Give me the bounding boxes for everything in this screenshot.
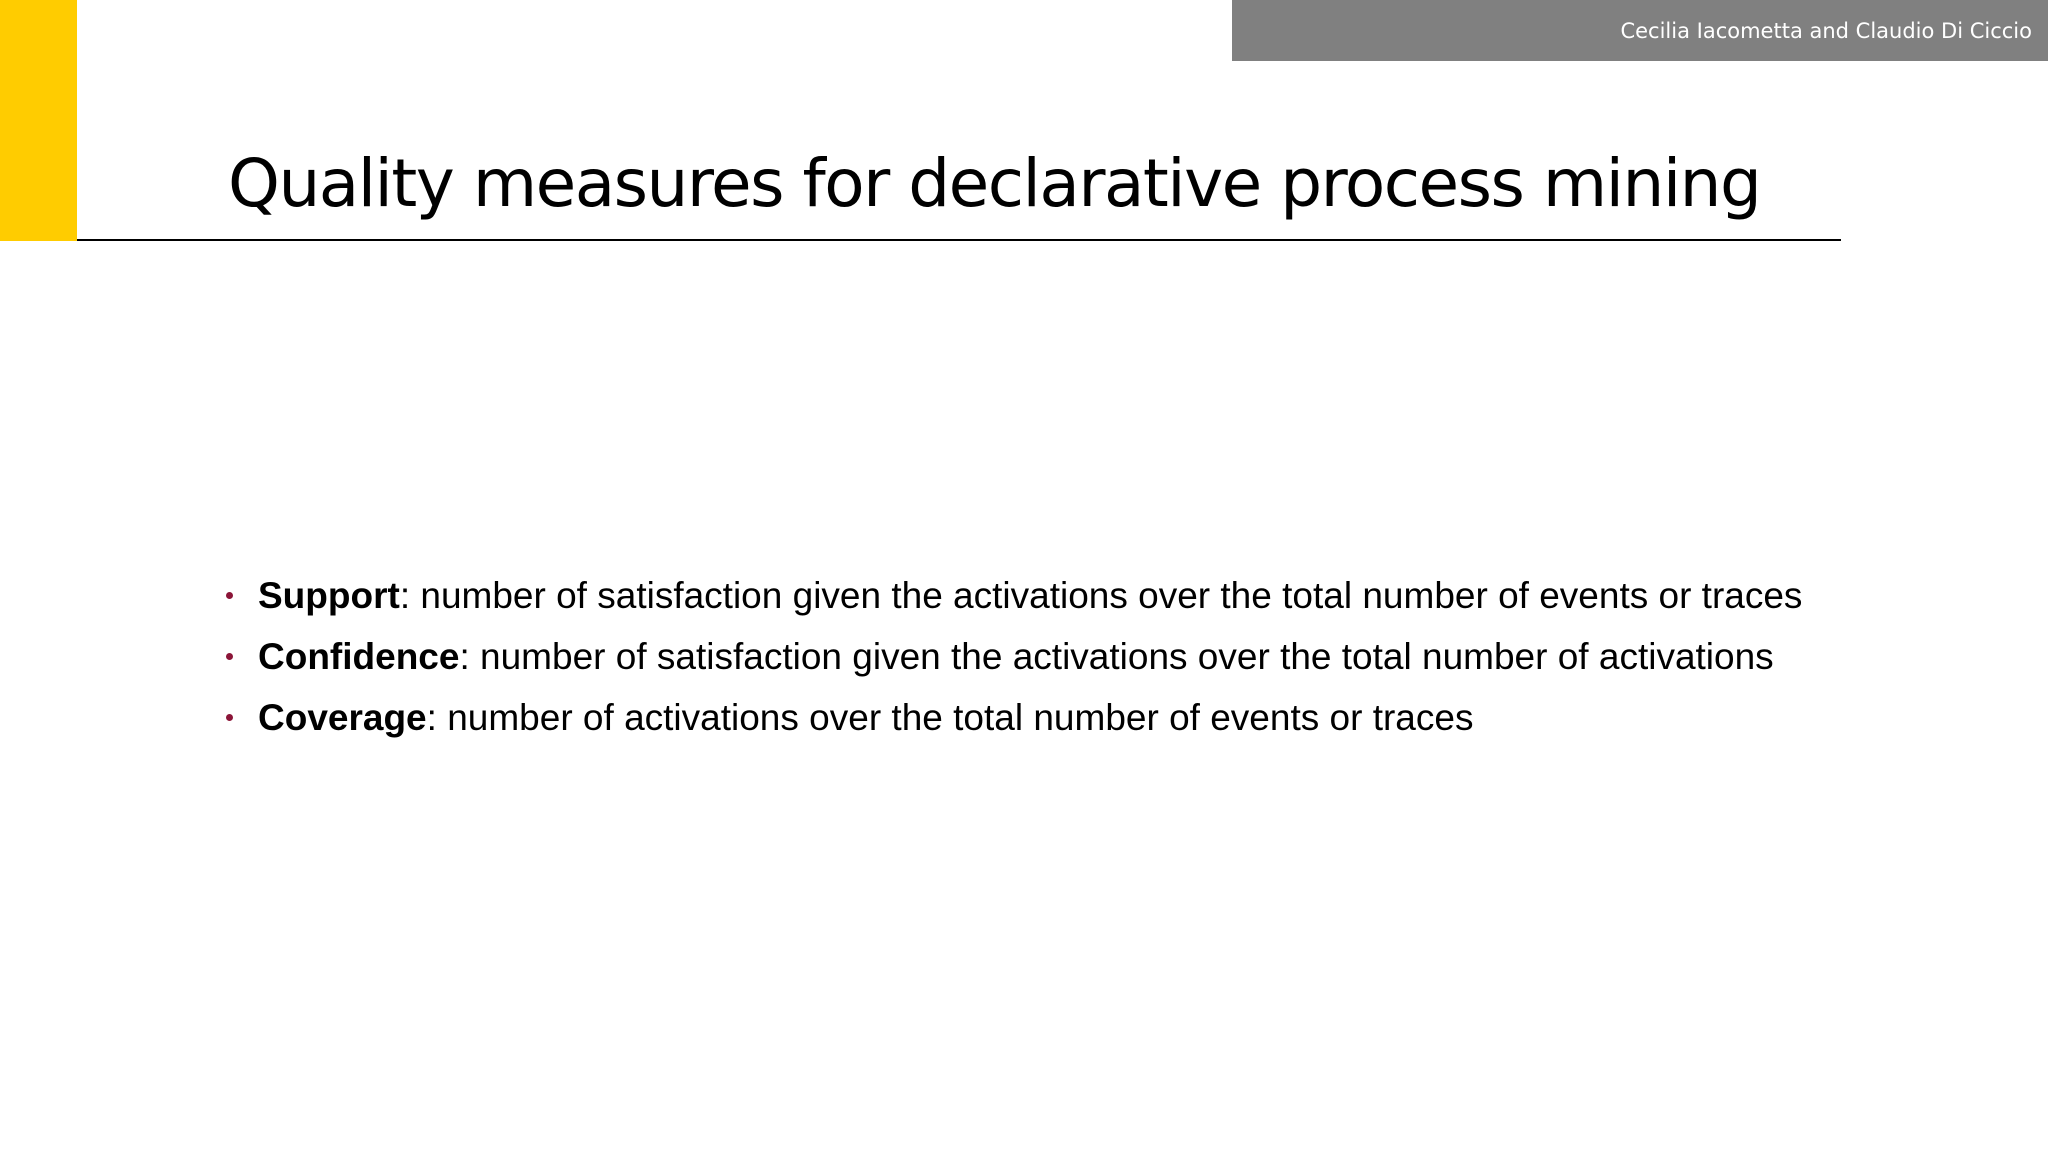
bullet-text: : number of satisfaction given the activations over the total number of activations — [459, 636, 1774, 677]
bullet-dot-icon — [226, 714, 233, 721]
title-underline — [77, 239, 1841, 241]
bullet-text: : number of activations over the total number of events or traces — [426, 697, 1474, 738]
bullet-dot-icon — [226, 653, 233, 660]
bullet-list — [222, 565, 2022, 748]
author-text: Cecilia Iacometta and Claudio Di Ciccio — [1620, 18, 2032, 43]
bullet-item-coverage — [222, 687, 2022, 748]
bullet-dot-icon — [226, 592, 233, 599]
bullet-item-support — [222, 565, 2022, 626]
author-banner — [1232, 0, 2048, 61]
bullet-term: Confidence — [258, 636, 460, 677]
bullet-text: : number of satisfaction given the activations over the total number of events or traces — [399, 575, 1803, 616]
bullet-item-confidence — [222, 626, 2022, 687]
accent-bar — [0, 0, 77, 241]
bullet-term: Coverage — [258, 697, 427, 738]
slide-title: Quality measures for declarative process mining — [228, 145, 1761, 222]
bullet-term: Support — [258, 575, 400, 616]
